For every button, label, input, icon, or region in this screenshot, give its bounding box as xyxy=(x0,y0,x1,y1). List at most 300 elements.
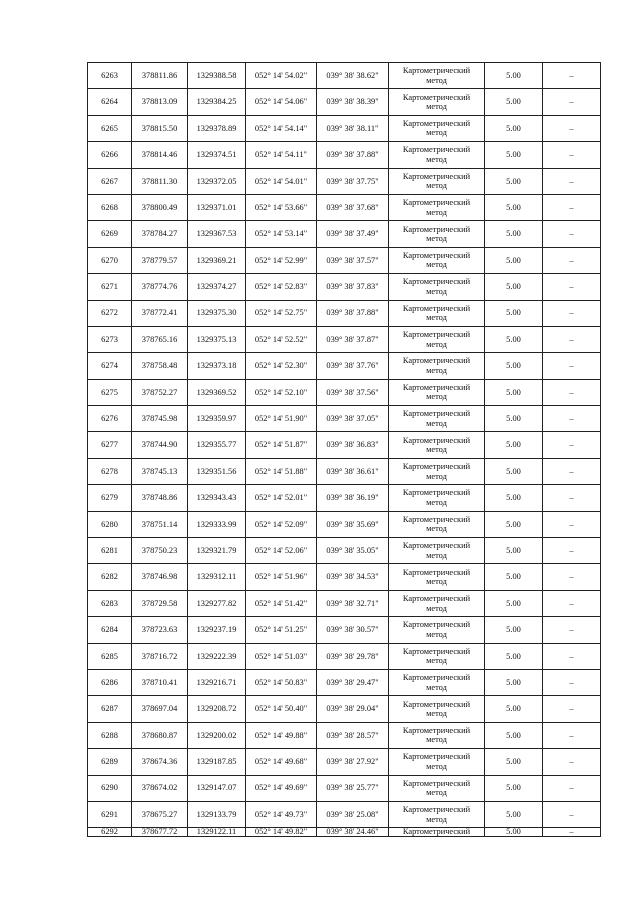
cell-y: 1329367.53 xyxy=(188,221,246,247)
method-line-2: метод xyxy=(426,735,447,745)
method-line-1: Картометрический xyxy=(402,805,471,815)
table-body xyxy=(88,63,601,837)
cell-method xyxy=(389,142,485,168)
method-line-2: метод xyxy=(426,709,447,719)
cell-latitude: 052° 14' 52.30" xyxy=(246,353,317,379)
cell-longitude: 039° 38' 35.69" xyxy=(317,511,389,537)
cell-y: 1329374.51 xyxy=(188,142,246,168)
method-line-1: Картометрический xyxy=(402,567,471,577)
method-line-1: Картометрический xyxy=(402,594,471,603)
cell-x: 378697.04 xyxy=(132,696,188,722)
cell-point-number: 6276 xyxy=(88,406,132,432)
cell-note: – xyxy=(543,379,601,405)
cell-accuracy: 5.00 xyxy=(485,326,543,352)
cell-note: – xyxy=(543,801,601,827)
method-line-2: метод xyxy=(426,392,447,402)
cell-x: 378748.86 xyxy=(132,485,188,511)
method-line-1: Картометрический xyxy=(402,752,471,762)
cell-y: 1329384.25 xyxy=(188,89,246,115)
method-line-2: метод xyxy=(426,656,447,666)
cell-accuracy: 5.00 xyxy=(485,63,543,89)
method-line-1: Картометрический xyxy=(402,250,471,260)
cell-longitude: 039° 38' 37.49" xyxy=(317,221,389,247)
cell-method xyxy=(389,538,485,564)
cell-method xyxy=(389,432,485,458)
method-line-2: метод xyxy=(426,260,447,270)
method-line-2: метод xyxy=(426,313,447,323)
cell-longitude: 039° 38' 37.75" xyxy=(317,168,389,194)
cell-latitude: 052° 14' 50.83" xyxy=(246,669,317,695)
cell-point-number: 6277 xyxy=(88,432,132,458)
cell-longitude: 039° 38' 29.47" xyxy=(317,669,389,695)
cell-method xyxy=(389,63,485,89)
cell-longitude: 039° 38' 37.68" xyxy=(317,194,389,220)
cell-x: 378744.90 xyxy=(132,432,188,458)
table-row xyxy=(88,722,601,748)
method-line-2: метод xyxy=(426,445,447,455)
cell-accuracy: 5.00 xyxy=(485,168,543,194)
cell-method xyxy=(389,801,485,827)
cell-x: 378674.02 xyxy=(132,775,188,801)
cell-note: – xyxy=(543,221,601,247)
cell-x: 378814.46 xyxy=(132,142,188,168)
table-row xyxy=(88,696,601,722)
method-line-1: Картометрический xyxy=(402,66,471,76)
cell-accuracy: 5.00 xyxy=(485,775,543,801)
method-line-2: метод xyxy=(426,524,447,534)
cell-latitude: 052° 14' 50.40" xyxy=(246,696,317,722)
cell-x: 378674.36 xyxy=(132,749,188,775)
cell-note: – xyxy=(543,247,601,273)
cell-note: – xyxy=(543,564,601,590)
cell-longitude: 039° 38' 37.56" xyxy=(317,379,389,405)
cell-latitude: 052° 14' 51.90" xyxy=(246,406,317,432)
table-row xyxy=(88,669,601,695)
cell-longitude: 039° 38' 38.11" xyxy=(317,115,389,141)
cell-method xyxy=(389,89,485,115)
cell-longitude: 039° 38' 37.88" xyxy=(317,300,389,326)
cell-latitude: 052° 14' 52.75" xyxy=(246,300,317,326)
cell-accuracy: 5.00 xyxy=(485,828,543,837)
table-row xyxy=(88,485,601,511)
cell-note: – xyxy=(543,590,601,616)
cell-method xyxy=(389,485,485,511)
cell-latitude: 052° 14' 54.01" xyxy=(246,168,317,194)
cell-latitude: 052° 14' 51.42" xyxy=(246,590,317,616)
cell-x: 378784.27 xyxy=(132,221,188,247)
method-line-2: метод xyxy=(426,418,447,428)
cell-y: 1329355.77 xyxy=(188,432,246,458)
cell-point-number: 6280 xyxy=(88,511,132,537)
method-line-1: Картометрический xyxy=(402,514,471,524)
cell-latitude: 052° 14' 52.99" xyxy=(246,247,317,273)
cell-point-number: 6273 xyxy=(88,326,132,352)
cell-point-number: 6279 xyxy=(88,485,132,511)
cell-point-number: 6270 xyxy=(88,247,132,273)
cell-note: – xyxy=(543,458,601,484)
cell-point-number: 6269 xyxy=(88,221,132,247)
cell-x: 378710.41 xyxy=(132,669,188,695)
cell-longitude: 039° 38' 36.83" xyxy=(317,432,389,458)
cell-note: – xyxy=(543,274,601,300)
cell-latitude: 052° 14' 54.14" xyxy=(246,115,317,141)
method-line-2: метод xyxy=(426,286,447,296)
cell-method xyxy=(389,590,485,616)
cell-method xyxy=(389,247,485,273)
method-line-1: Картометрический xyxy=(402,778,471,788)
table-row xyxy=(88,142,601,168)
table-row xyxy=(88,326,601,352)
cell-method xyxy=(389,749,485,775)
cell-method xyxy=(389,115,485,141)
cell-y: 1329333.99 xyxy=(188,511,246,537)
cell-note: – xyxy=(543,115,601,141)
table-row xyxy=(88,168,601,194)
cell-x: 378779.57 xyxy=(132,247,188,273)
cell-method xyxy=(389,406,485,432)
cell-method xyxy=(389,353,485,379)
cell-point-number: 6287 xyxy=(88,696,132,722)
cell-method xyxy=(389,617,485,643)
table-row xyxy=(88,617,601,643)
cell-longitude: 039° 38' 30.57" xyxy=(317,617,389,643)
cell-method: Картометрический xyxy=(389,828,485,837)
cell-y: 1329321.79 xyxy=(188,538,246,564)
cell-method xyxy=(389,274,485,300)
cell-note: – xyxy=(543,406,601,432)
cell-latitude: 052° 14' 52.83" xyxy=(246,274,317,300)
cell-x: 378811.30 xyxy=(132,168,188,194)
method-line-1: Картометрический xyxy=(402,198,471,208)
cell-method xyxy=(389,775,485,801)
cell-y: 1329200.02 xyxy=(188,722,246,748)
cell-latitude: 052° 14' 51.25" xyxy=(246,617,317,643)
cell-point-number: 6282 xyxy=(88,564,132,590)
cell-latitude: 052° 14' 54.06" xyxy=(246,89,317,115)
cell-y: 1329343.43 xyxy=(188,485,246,511)
cell-x: 378813.09 xyxy=(132,89,188,115)
cell-latitude: 052° 14' 51.87" xyxy=(246,432,317,458)
cell-note: – xyxy=(543,353,601,379)
method-line-2: метод xyxy=(426,75,447,85)
method-line-2: метод xyxy=(426,629,447,639)
method-line-1: Картометрический xyxy=(402,541,471,551)
table-row xyxy=(88,247,601,273)
cell-y: 1329208.72 xyxy=(188,696,246,722)
cell-point-number: 6264 xyxy=(88,89,132,115)
table-row xyxy=(88,194,601,220)
table-row xyxy=(88,406,601,432)
cell-y: 1329369.52 xyxy=(188,379,246,405)
method-line-1: Картометрический xyxy=(402,488,471,498)
method-line-2: метод xyxy=(426,788,447,798)
cell-method xyxy=(389,669,485,695)
cell-accuracy: 5.00 xyxy=(485,247,543,273)
cell-y: 1329216.71 xyxy=(188,669,246,695)
cell-y: 1329277.82 xyxy=(188,590,246,616)
cell-point-number: 6272 xyxy=(88,300,132,326)
cell-point-number: 6285 xyxy=(88,643,132,669)
table-row xyxy=(88,353,601,379)
cell-method xyxy=(389,326,485,352)
cell-x: 378758.48 xyxy=(132,353,188,379)
cell-longitude: 039° 38' 32.71" xyxy=(317,590,389,616)
table-row xyxy=(88,115,601,141)
cell-longitude: 039° 38' 36.19" xyxy=(317,485,389,511)
cell-y: 1329388.58 xyxy=(188,63,246,89)
cell-note: – xyxy=(543,142,601,168)
cell-x: 378772.41 xyxy=(132,300,188,326)
cell-x: 378716.72 xyxy=(132,643,188,669)
cell-latitude: 052° 14' 49.88" xyxy=(246,722,317,748)
cell-longitude: 039° 38' 28.57" xyxy=(317,722,389,748)
cell-longitude: 039° 38' 29.04" xyxy=(317,696,389,722)
cell-y: 1329312.11 xyxy=(188,564,246,590)
cell-method xyxy=(389,221,485,247)
cell-note: – xyxy=(543,722,601,748)
cell-latitude: 052° 14' 52.52" xyxy=(246,326,317,352)
cell-note: – xyxy=(543,194,601,220)
cell-note: – xyxy=(543,89,601,115)
cell-longitude: 039° 38' 24.46" xyxy=(317,828,389,837)
method-line-2: метод xyxy=(426,181,447,191)
cell-x: 378675.27 xyxy=(132,801,188,827)
cell-note: – xyxy=(543,775,601,801)
cell-method xyxy=(389,511,485,537)
method-line-1: Картометрический xyxy=(402,277,471,287)
cell-latitude: 052° 14' 49.73" xyxy=(246,801,317,827)
cell-latitude: 052° 14' 53.66" xyxy=(246,194,317,220)
cell-method xyxy=(389,643,485,669)
table-row xyxy=(88,775,601,801)
cell-longitude: 039° 38' 37.76" xyxy=(317,353,389,379)
method-line-2: метод xyxy=(426,102,447,112)
cell-longitude: 039° 38' 36.61" xyxy=(317,458,389,484)
cell-accuracy: 5.00 xyxy=(485,617,543,643)
cell-latitude: 052° 14' 52.01" xyxy=(246,485,317,511)
cell-latitude: 052° 14' 52.09" xyxy=(246,511,317,537)
cell-accuracy: 5.00 xyxy=(485,801,543,827)
cell-longitude: 039° 38' 37.87" xyxy=(317,326,389,352)
cell-x: 378746.98 xyxy=(132,564,188,590)
method-line-1: Картометрический xyxy=(402,224,471,234)
table-row xyxy=(88,63,601,89)
method-line-1: Картометрический xyxy=(402,145,471,155)
cell-latitude: 052° 14' 51.03" xyxy=(246,643,317,669)
cell-x: 378751.14 xyxy=(132,511,188,537)
cell-x: 378680.87 xyxy=(132,722,188,748)
table-row xyxy=(88,432,601,458)
cell-x: 378723.63 xyxy=(132,617,188,643)
method-line-1: Картометрический xyxy=(402,620,471,630)
cell-x: 378745.98 xyxy=(132,406,188,432)
cell-y: 1329369.21 xyxy=(188,247,246,273)
method-line-2: метод xyxy=(426,603,447,613)
cell-latitude: 052° 14' 49.68" xyxy=(246,749,317,775)
table-row xyxy=(88,538,601,564)
method-line-1: Картометрический xyxy=(402,382,471,392)
method-line-1: Картометрический xyxy=(402,725,471,735)
method-line-2: метод xyxy=(426,471,447,481)
cell-method xyxy=(389,722,485,748)
cell-latitude: 052° 14' 49.69" xyxy=(246,775,317,801)
cell-accuracy: 5.00 xyxy=(485,696,543,722)
cell-note: – xyxy=(543,511,601,537)
cell-longitude: 039° 38' 25.77" xyxy=(317,775,389,801)
cell-y: 1329371.01 xyxy=(188,194,246,220)
cell-longitude: 039° 38' 29.78" xyxy=(317,643,389,669)
cell-y: 1329133.79 xyxy=(188,801,246,827)
cell-point-number: 6267 xyxy=(88,168,132,194)
cell-point-number: 6286 xyxy=(88,669,132,695)
method-line-2: метод xyxy=(426,128,447,138)
cell-accuracy: 5.00 xyxy=(485,194,543,220)
cell-point-number: 6263 xyxy=(88,63,132,89)
cell-point-number: 6283 xyxy=(88,590,132,616)
cell-method xyxy=(389,168,485,194)
cell-y: 1329237.19 xyxy=(188,617,246,643)
cell-latitude: 052° 14' 51.88" xyxy=(246,458,317,484)
method-line-1: Картометрический xyxy=(402,409,471,419)
table-row xyxy=(88,801,601,827)
table-row xyxy=(88,564,601,590)
cell-y: 1329359.97 xyxy=(188,406,246,432)
cell-latitude: 052° 14' 52.10" xyxy=(246,379,317,405)
cell-x: 378800.49 xyxy=(132,194,188,220)
cell-x: 378774.76 xyxy=(132,274,188,300)
cell-point-number: 6268 xyxy=(88,194,132,220)
cell-longitude: 039° 38' 37.57" xyxy=(317,247,389,273)
table-row xyxy=(88,590,601,616)
cell-longitude: 039° 38' 37.88" xyxy=(317,142,389,168)
cell-note: – xyxy=(543,432,601,458)
cell-x: 378752.27 xyxy=(132,379,188,405)
cell-point-number: 6284 xyxy=(88,617,132,643)
cell-point-number: 6290 xyxy=(88,775,132,801)
cell-point-number: 6271 xyxy=(88,274,132,300)
cell-x: 378765.16 xyxy=(132,326,188,352)
cell-note: – xyxy=(543,617,601,643)
cell-method xyxy=(389,379,485,405)
cell-y: 1329187.85 xyxy=(188,749,246,775)
method-line-1: Картометрический xyxy=(402,462,471,472)
cell-method xyxy=(389,194,485,220)
method-line-2: метод xyxy=(426,761,447,771)
cell-note: – xyxy=(543,63,601,89)
cell-accuracy: 5.00 xyxy=(485,89,543,115)
cell-method xyxy=(389,696,485,722)
method-line-1: Картометрический xyxy=(402,92,471,102)
cell-x: 378811.86 xyxy=(132,63,188,89)
cell-x: 378815.50 xyxy=(132,115,188,141)
cell-accuracy: 5.00 xyxy=(485,406,543,432)
cell-accuracy: 5.00 xyxy=(485,432,543,458)
cell-point-number: 6274 xyxy=(88,353,132,379)
method-line-1: Картометрический xyxy=(402,356,471,366)
cell-note: – xyxy=(543,696,601,722)
cell-accuracy: 5.00 xyxy=(485,353,543,379)
cell-point-number: 6278 xyxy=(88,458,132,484)
method-line-2: метод xyxy=(426,497,447,507)
cell-method xyxy=(389,564,485,590)
method-line-2: метод xyxy=(426,577,447,587)
cell-longitude: 039° 38' 38.39" xyxy=(317,89,389,115)
cell-accuracy: 5.00 xyxy=(485,669,543,695)
method-line-2: метод xyxy=(426,339,447,349)
cell-x: 378750.23 xyxy=(132,538,188,564)
cell-x: 378729.58 xyxy=(132,590,188,616)
cell-point-number: 6288 xyxy=(88,722,132,748)
coordinates-table xyxy=(87,62,601,837)
cell-accuracy: 5.00 xyxy=(485,115,543,141)
table-row xyxy=(88,458,601,484)
method-line-1: Картометрический xyxy=(402,435,471,445)
cell-note: – xyxy=(543,643,601,669)
cell-y: 1329378.89 xyxy=(188,115,246,141)
cell-accuracy: 5.00 xyxy=(485,511,543,537)
cell-accuracy: 5.00 xyxy=(485,274,543,300)
cell-point-number: 6289 xyxy=(88,749,132,775)
method-line-2: метод xyxy=(426,365,447,375)
cell-accuracy: 5.00 xyxy=(485,564,543,590)
cell-accuracy: 5.00 xyxy=(485,749,543,775)
method-line-1: Картометрический xyxy=(402,699,471,709)
cell-note: – xyxy=(543,749,601,775)
cell-y: 1329147.07 xyxy=(188,775,246,801)
cell-y: 1329372.05 xyxy=(188,168,246,194)
cell-latitude: 052° 14' 54.02" xyxy=(246,63,317,89)
cell-accuracy: 5.00 xyxy=(485,300,543,326)
table-row xyxy=(88,274,601,300)
cell-accuracy: 5.00 xyxy=(485,643,543,669)
method-line-1: Картометрический xyxy=(402,673,471,683)
cell-longitude: 039° 38' 37.05" xyxy=(317,406,389,432)
cell-accuracy: 5.00 xyxy=(485,590,543,616)
cell-latitude: 052° 14' 53.14" xyxy=(246,221,317,247)
method-line-1: Картометрический xyxy=(402,330,471,340)
cell-note: – xyxy=(543,828,601,837)
cell-accuracy: 5.00 xyxy=(485,722,543,748)
method-line-2: метод xyxy=(426,550,447,560)
cell-point-number: 6292 xyxy=(88,828,132,837)
cell-note: – xyxy=(543,538,601,564)
cell-note: – xyxy=(543,300,601,326)
method-line-1: Картометрический xyxy=(402,171,471,181)
cell-accuracy: 5.00 xyxy=(485,142,543,168)
cell-x: 378677.72 xyxy=(132,828,188,837)
cell-method xyxy=(389,458,485,484)
cell-longitude: 039° 38' 35.05" xyxy=(317,538,389,564)
cell-latitude: 052° 14' 54.11" xyxy=(246,142,317,168)
cell-latitude: 052° 14' 51.96" xyxy=(246,564,317,590)
table-row xyxy=(88,379,601,405)
cell-y: 1329222.39 xyxy=(188,643,246,669)
cell-accuracy: 5.00 xyxy=(485,458,543,484)
cell-point-number: 6281 xyxy=(88,538,132,564)
method-line-1: Картометрический xyxy=(402,303,471,313)
cell-y: 1329375.30 xyxy=(188,300,246,326)
cell-y: 1329373.18 xyxy=(188,353,246,379)
method-line-2: метод xyxy=(426,682,447,692)
cell-longitude: 039° 38' 37.83" xyxy=(317,274,389,300)
method-line-2: метод xyxy=(426,814,447,824)
table-row xyxy=(88,749,601,775)
table-row xyxy=(88,643,601,669)
cell-note: – xyxy=(543,485,601,511)
cell-point-number: 6265 xyxy=(88,115,132,141)
cell-note: – xyxy=(543,168,601,194)
method-line-1: Картометрический xyxy=(402,646,471,656)
